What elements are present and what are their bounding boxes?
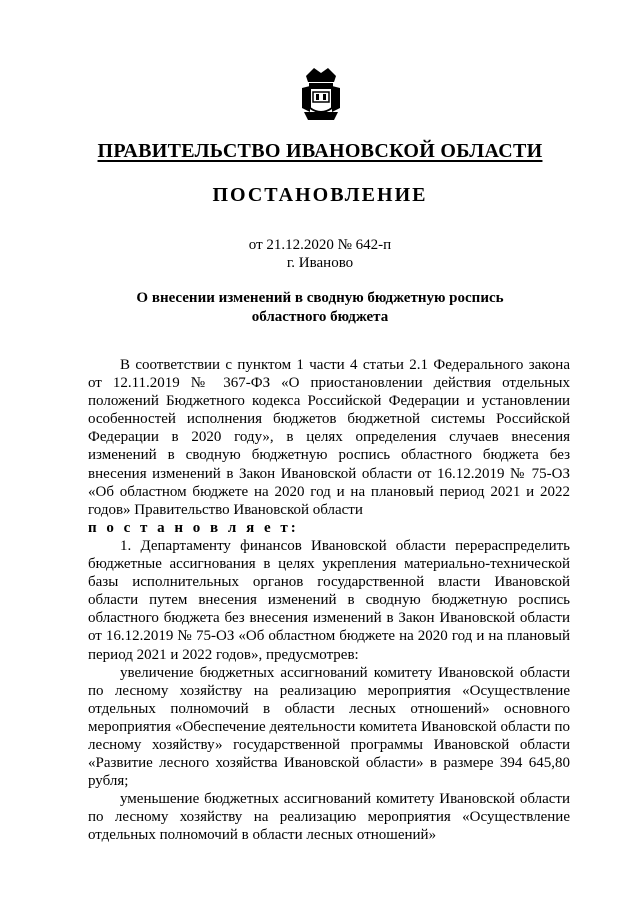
coat-of-arms-emblem [296, 64, 346, 124]
city: г. Иваново [286, 255, 354, 271]
title-line-2: областного бюджета [251, 309, 389, 325]
document-meta [0, 236, 640, 272]
decrease-paragraph: уменьшение бюджетных ассигнований комитету Ивановской области по лесному хозяйству на реализацию мероприятия «Осуществление отдельных полномочий в области лесных отношений» [88, 791, 570, 844]
date-number: от 21.12.2020 № 642-п [248, 237, 392, 253]
document-type: ПОСТАНОВЛЕНИЕ [212, 184, 428, 206]
increase-paragraph: увеличение бюджетных ассигнований комитету Ивановской области по лесному хозяйству на реализацию мероприятия «Осуществление отдельных полномочий в области лесных отношений» основного мероприятия «Обеспечение деятельности комитета Ивановской области по лесному хозяйству» государственной программы Ивановской области «Развитие лесного хозяйства Ивановской области» в размере 394 645,80 рубля; [88, 664, 570, 790]
item-1-paragraph: 1. Департаменту финансов Ивановской области перераспределить бюджетные ассигнования в целях укрепления материально-технической базы исполнительных органов государственной власти Ивановской области путем внесения изменений в сводную бюджетную роспись областного бюджета без внесения изменений в Закон Ивановской области от 16.12.2019 № 75-ОЗ «Об областном бюджете на 2020 год и на плановый период 2021 и 2022 годов», предусмотрев: [88, 537, 570, 663]
preamble-paragraph: В соответствии с пунктом 1 части 4 статьи 2.1 Федерального закона от 12.11.2019 № 367-ФЗ «О приостановлении действия отдельных положений Бюджетного кодекса Российской Федерации и установлении особенностей исполнения бюджетов бюджетной системы Российской Федерации в 2020 году», в целях определения случаев внесения изменений в сводную бюджетную роспись областного бюджета без внесения изменений в Закон Ивановской области от 16.12.2019 № 75-ОЗ «Об областном бюджете на 2020 год и на плановый период 2021 и 2022 годов» Правительство Ивановской области [88, 357, 570, 518]
resolves-word: п о с т а н о в л я е т: [88, 519, 299, 536]
organization-name: ПРАВИТЕЛЬСТВО ИВАНОВСКОЙ ОБЛАСТИ [97, 140, 543, 162]
resolves-paragraph [88, 519, 570, 537]
title-line-1: О внесении изменений в сводную бюджетную роспись [136, 290, 504, 306]
document-body [88, 356, 570, 845]
document-title [0, 289, 640, 327]
